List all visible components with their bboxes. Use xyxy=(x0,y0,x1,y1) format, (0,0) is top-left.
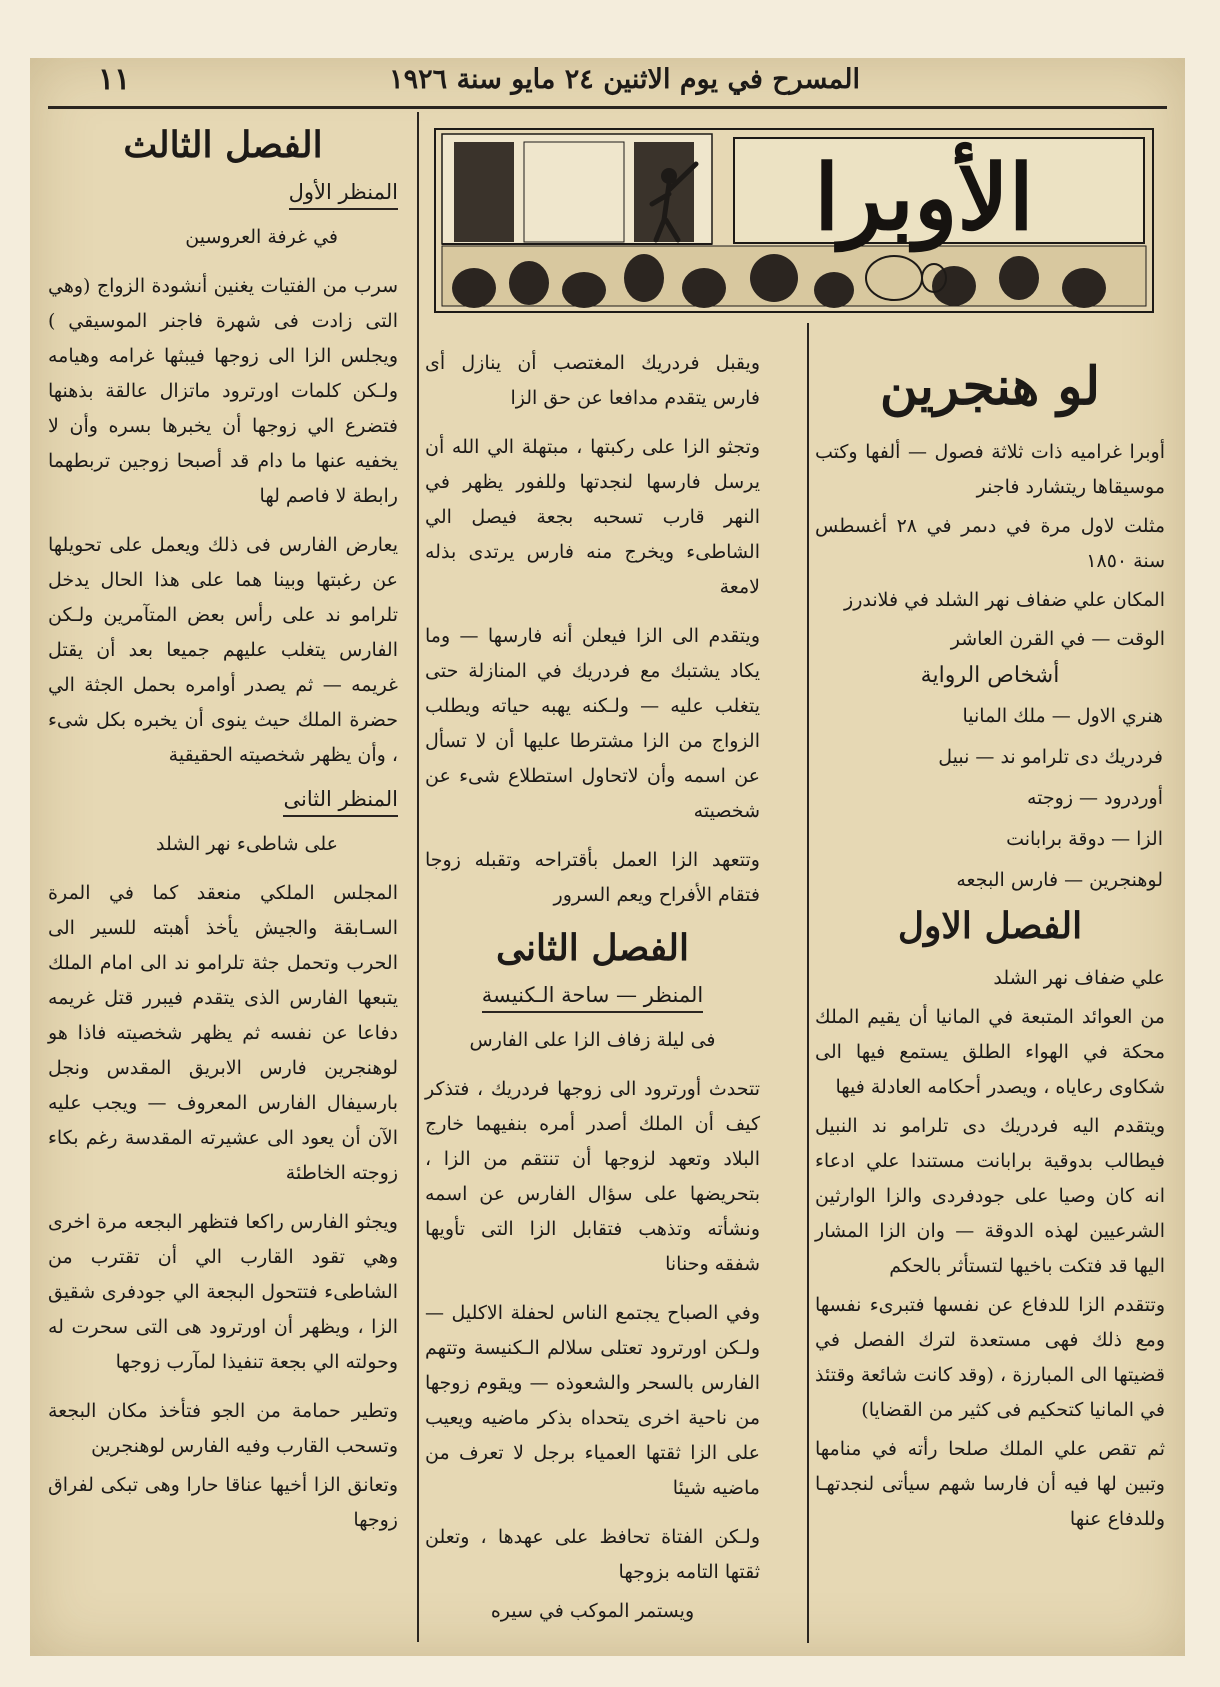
act3-scene1-title: المنظر الأول xyxy=(48,180,398,204)
intro-paragraph: مثلت لاول مرة في دىمر في ٢٨ أغسطس سنة ١٨٥٠ xyxy=(815,515,1165,572)
act2-place: فى ليلة زفاف الزا على الفارس xyxy=(469,1029,716,1051)
act1-paragraph: من العوائد المتبعة في المانيا أن يقيم الملك محكة في الهواء الطلق يستمع فيها الى شكاوى رعاياه ، ويصدر أحكامه العادلة فيها xyxy=(815,1006,1165,1098)
act3-scene1-place: في غرفة العروسين xyxy=(185,226,338,248)
act2-paragraph: وفي الصباح يجتمع الناس لحفلة الاكليل — ولـكن اورترود تعتلى سلالم الـكنيسة وتتهم الفارس بالسحر والشعوذه — ويقوم زوجها من ناحية اخرى يتحداه بذكر ماضيه ويعيب على الزا ثقتها العمياء برجل لا تعرف من ماضيه شيئا xyxy=(425,1302,760,1499)
cast-item: الزا — دوقة برابانت xyxy=(1006,828,1163,850)
act3-title: الفصل الثالث xyxy=(123,124,323,166)
act3-paragraph: وتعانق الزا أخيها عناقا حارا وهى تبكى لفراق زوجها xyxy=(48,1474,398,1531)
cast-item: لوهنجرين — فارس البجعه xyxy=(956,869,1163,891)
left-column xyxy=(48,120,398,1552)
cast-heading: أشخاص الرواية xyxy=(920,663,1060,688)
intro-paragraph: أوبرا غراميه ذات ثلاثة فصول — ألفها وكتب موسيقاها ريتشارد فاجنر xyxy=(815,441,1165,498)
banner-title: الأوبرا xyxy=(814,145,1034,251)
opera-title: لو هنجرين xyxy=(879,356,1101,417)
right-column xyxy=(815,356,1165,1541)
column-divider xyxy=(807,323,809,1643)
act1-title: الفصل الاول xyxy=(897,905,1083,947)
act2-paragraph: ولـكن الفتاة تحافظ على عهدها ، وتعلن ثقتها التامه بزوجها xyxy=(425,1526,760,1583)
middle-paragraph: وتجثو الزا على ركبتها ، مبتهلة الي الله أن يرسل فارسها لنجدتها وللفور يظهر في النهر قارب تسحبه بجعة فيصل الي الشاطىء ويخرج منه فارس يرتدى بذله لامعة xyxy=(425,436,760,598)
act3-paragraph: وتطير حمامة من الجو فتأخذ مكان البجعة وتسحب القارب وفيه الفارس لوهنجرين xyxy=(48,1400,398,1457)
act3-paragraph: المجلس الملكي منعقد كما في المرة السـابقة والجيش يأخذ أهبته للسير الى الحرب وتحمل جثة تلرامو ند الى امام الملك يتبعها الفارس الذى يتقدم فيبرر قتل غريمه دفاعا عن نفسه ثم يظهر شخصيته فاذا هو لوهنجرين فارس الابريق المقدس ونجل بارسيفال الفارس المعروف — ويجب عليه الآن أن يعود الى عشيرته المقدسة رغم بكاء زوجته الخاطئة xyxy=(48,882,398,1184)
masthead-title: المسرح في يوم الاثنين ٢٤ مايو سنة ١٩٢٦ xyxy=(389,64,860,95)
intro-paragraph: المكان علي ضفاف نهر الشلد في فلاندرز xyxy=(844,589,1165,611)
column-divider xyxy=(417,112,419,1642)
act3-scene2-title: المنظر الثانى xyxy=(48,787,398,811)
act2-paragraph: تتحدث أورترود الى زوجها فردريك ، فتذكر كيف أن الملك أصدر أمره بنفيهما خارج البلاد وتعهد لزوجها أن تنتقم من الزا ، بتحريضها على سؤال الفارس عن اسمه ونشأته وتذهب فتقابل الزا التى تأويها شفقه وحنانا xyxy=(425,1078,760,1275)
act1-paragraph: ويتقدم اليه فردريك دى تلرامو ند النبيل فيطالب بدوقية برابانت مستندا علي ادعاء انه كان وصيا على جودفردى والزا الوارثين الشرعيين لهذه الدوقة — وان الزا المشار اليها قد فتكت باخيها لتستأثر بالحكم xyxy=(815,1115,1165,1277)
act2-scene: المنظر — ساحة الـكنيسة xyxy=(425,983,760,1007)
middle-paragraph: وتتعهد الزا العمل بأقتراحه وتقبله زوجا فتقام الأفراح ويعم السرور xyxy=(425,849,760,906)
act2-paragraph: ويستمر الموكب في سيره xyxy=(490,1600,695,1622)
act1-paragraph: وتتقدم الزا للدفاع عن نفسها فتبرىء نفسها ومع ذلك فهى مستعدة لترك الفصل في قضيتها الى المبارزة ، (وقد كانت شائعة وقتئذ في المانيا كتحكيم فى كثير من القضايا) xyxy=(815,1294,1165,1421)
middle-paragraph: ويتقدم الى الزا فيعلن أنه فارسها — وما يكاد يشتبك مع فردريك في المنازلة حتى يتغلب عليه — ولـكنه يهبه حياته ويطلب الزواج من الزا مشترطا عليها أن لا تسأل عن اسمه وأن لاتحاول استطلاع شىء عن شخصيته xyxy=(425,625,760,822)
cast-item: فردريك دى تلرامو ند — نبيل xyxy=(938,746,1163,768)
newspaper-page xyxy=(30,58,1185,1656)
intro-paragraph: الوقت — في القرن العاشر xyxy=(950,628,1165,650)
act3-paragraph: سرب من الفتيات يغنين أنشودة الزواج (وهي التى زادت فى شهرة فاجنر الموسيقي ) ويجلس الزا الى زوجها فيبثها غرامه وهيامه ولـكن كلمات اورترود ماتزال عالقة بذهنها فتضرع الي زوجها أن يخبرها بسره وأن لا يخفيه عنها ما دام قد أصبحا زوجين تربطهما رابطة لا فاصم لها xyxy=(48,275,398,507)
act3-paragraph: يعارض الفارس فى ذلك ويعمل على تحويلها عن رغبتها وبينا هما على هذا الحال يدخل تلرامو ند على رأس بعض المتآمرين ولـكن الفارس يتغلب عليهم جميعا بعد أن يقتل غريمه — ثم يصدر أوامره بحمل الجثة الي حضرة الملك حيث ينوى أن يخبره بكل شىء ، وأن يظهر شخصيته الحقيقية xyxy=(48,534,398,766)
middle-paragraph: ويقبل فردريك المغتصب أن ينازل أى فارس يتقدم مدافعا عن حق الزا xyxy=(425,352,760,409)
cast-list xyxy=(815,696,1165,901)
page-number: ١١ xyxy=(98,62,131,97)
opera-banner xyxy=(434,128,1154,313)
cast-item: أوردرود — زوجته xyxy=(1027,787,1163,809)
act3-paragraph: ويجثو الفارس راكعا فتظهر البجعه مرة اخرى وهي تقود القارب الي أن تقترب من الشاطىء فتتحول البجعة الي جودفرى شقيق الزا ، ويظهر أن اورترود هى التى سحرت له وحولته الي بجعة تنفيذا لمآرب زوجها xyxy=(48,1211,398,1373)
masthead xyxy=(30,58,1185,106)
act2-title: الفصل الثانى xyxy=(495,927,690,969)
middle-column xyxy=(425,346,760,1643)
act1-place: علي ضفاف نهر الشلد xyxy=(993,967,1165,989)
masthead-rule xyxy=(48,106,1167,109)
cast-item: هنري الاول — ملك المانيا xyxy=(962,705,1163,727)
act1-paragraph: ثم تقص علي الملك صلحا رأته في منامها وتبين لها فيه أن فارسا شهم سيأتى لنجدتهـا وللدفاع عنها xyxy=(815,1438,1165,1530)
act3-scene2-place: على شاطىء نهر الشلد xyxy=(156,833,338,855)
